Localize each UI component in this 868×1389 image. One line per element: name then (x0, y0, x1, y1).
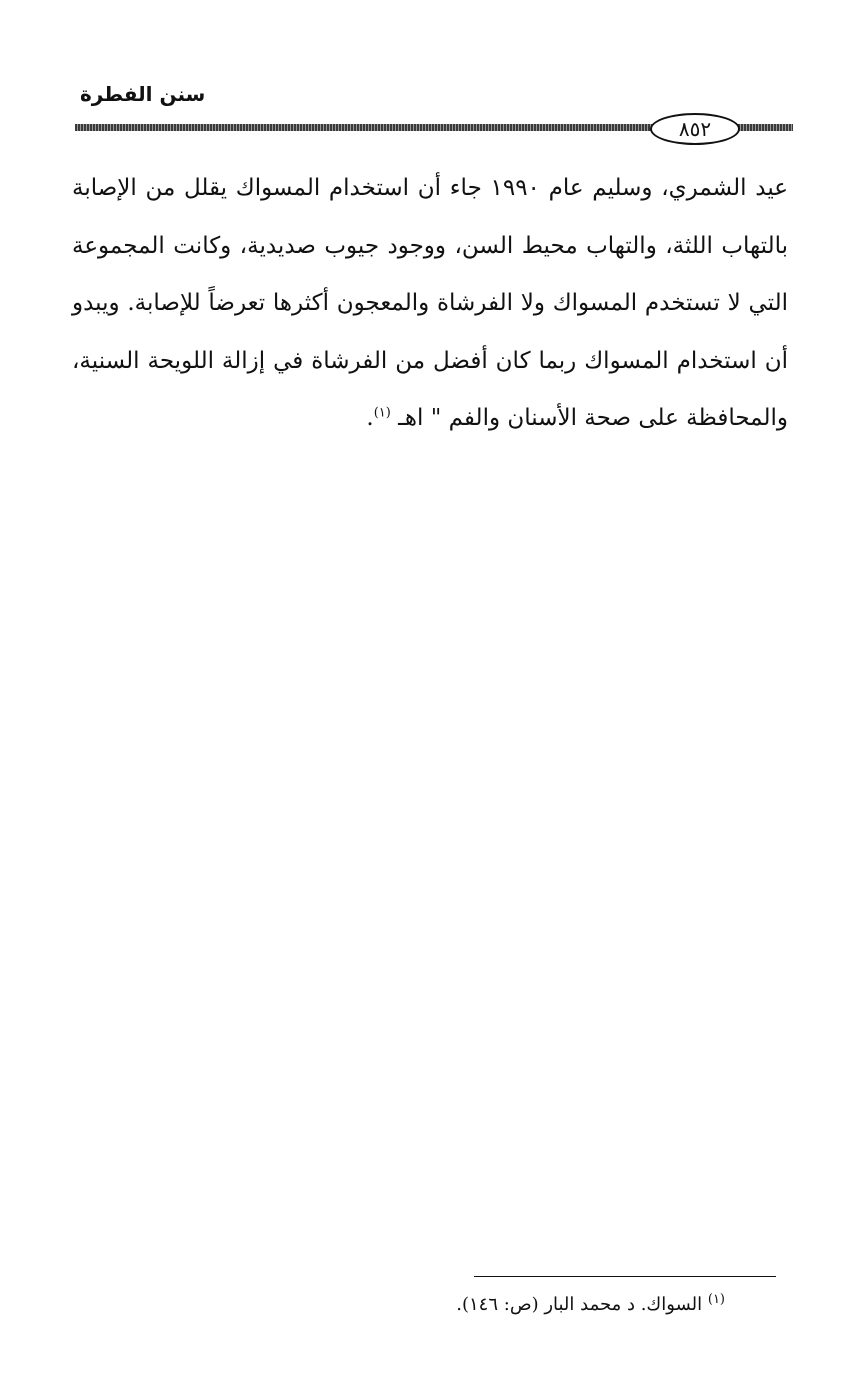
footnote-divider (474, 1276, 776, 1277)
body-paragraph (72, 160, 788, 448)
footnote-text: السواك. د محمد البار (ص: ١٤٦). (456, 1294, 703, 1315)
page-number-label: ٨٥٢ (678, 117, 712, 141)
book-title: سنن الفطرة (80, 82, 206, 106)
footnote (380, 1294, 725, 1315)
body-text (72, 160, 788, 448)
end-mark: . (366, 405, 374, 431)
footnote-reference: (١) (373, 405, 391, 421)
paragraph-text: عيد الشمري، وسليم عام ١٩٩٠ جاء أن استخدام المسواك يقلل من الإصابة بالتهاب اللثة، والتهاب محيط السن، ووجود جيوب صديدية، وكانت المجموعة التي لا تستخدم المسواك ولا الفرشاة والمعجون أكثرها تعرضاً للإصابة. ويبدو أن استخدام المسواك ربما كان أفضل من الفرشاة في إزالة اللويحة السنية، والمحافظة على صحة الأسنان والفم " اهـ (72, 175, 788, 431)
footnote-marker: (١) (707, 1292, 725, 1307)
page-number (650, 113, 740, 145)
